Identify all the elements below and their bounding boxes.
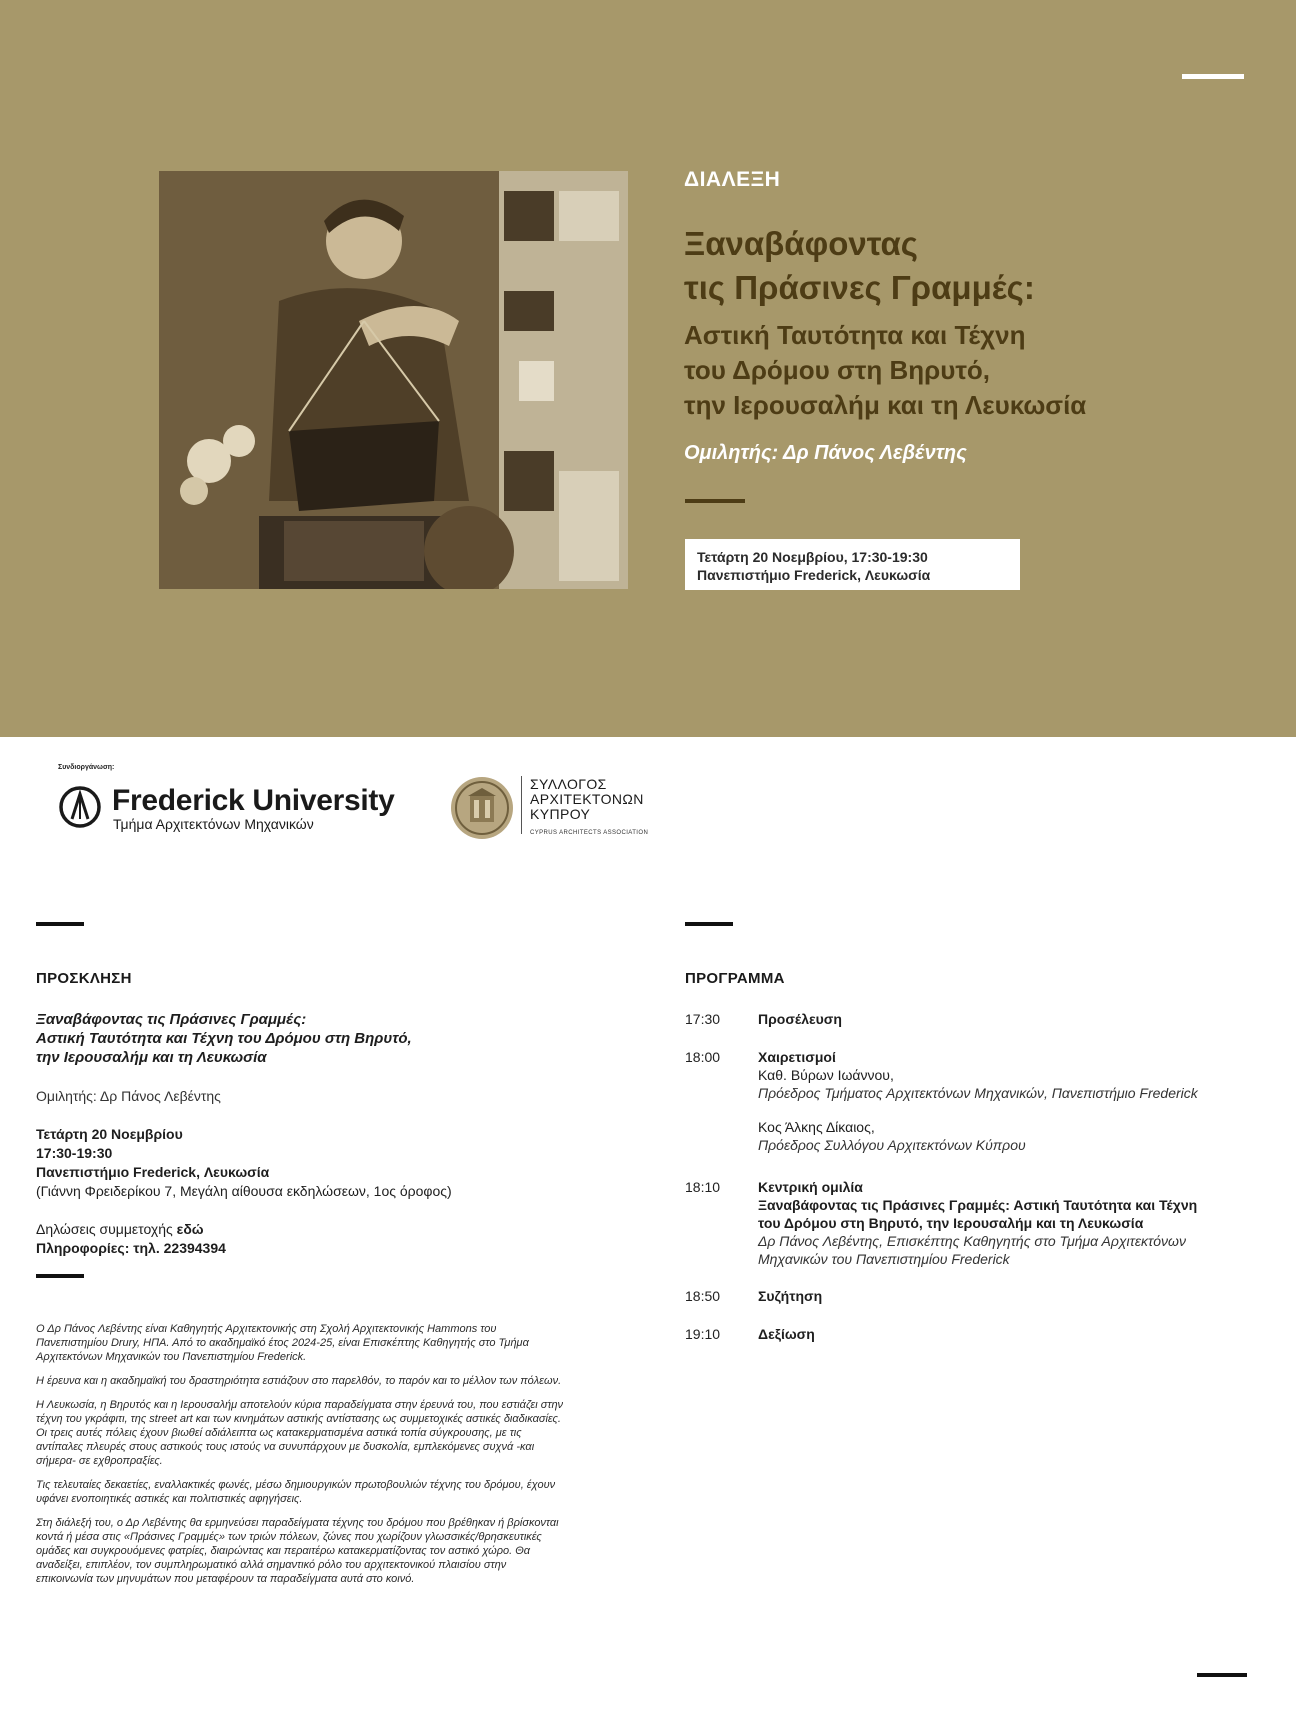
talk-title-line: Ξαναβάφοντας τις Πράσινες Γραμμές: Αστική Ταυτότητα και Τέχνη: [758, 1197, 1198, 1213]
greeter-name: Κος Άλκης Δίκαιος,: [758, 1119, 875, 1135]
program-time: 18:50: [685, 1288, 721, 1304]
program-rule: [685, 922, 733, 926]
contact-phone: Πληροφορίες: τηλ. 22394394: [36, 1240, 226, 1256]
talk-speaker-line: Μηχανικών του Πανεπιστημίου Frederick: [758, 1251, 1010, 1267]
program-time: 17:30: [685, 1011, 721, 1027]
invitation-address: (Γιάννη Φρειδερίκου 7, Μεγάλη αίθουσα εκδηλώσεων, 1ος όροφος): [36, 1183, 452, 1199]
co-organizers-label: Συνδιοργάνωση:: [58, 764, 115, 771]
registration-link[interactable]: εδώ: [176, 1221, 204, 1237]
speaker-bio: [36, 1322, 566, 1596]
hero-divider: [685, 499, 745, 503]
bio-paragraph: Ο Δρ Πάνος Λεβέντης είναι Καθηγητής Αρχιτεκτονικής στη Σχολή Αρχιτεκτονικής Hammons του Πανεπιστημίου Drury, ΗΠΑ. Από το ακαδημαϊκό έτος 2024-25, είναι Επισκέπτης Καθηγητής στο Τμήμα Αρχιτεκτόνων Μηχανικών του Πανεπιστημίου Frederick.: [36, 1323, 529, 1363]
program-title: Συζήτηση: [758, 1288, 823, 1304]
program-heading: ΠΡΟΓΡΑΜΜΑ: [685, 970, 785, 987]
invitation-title: Ξαναβάφοντας τις Πράσινες Γραμμές: Αστική Ταυτότητα και Τέχνη του Δρόμου στη Βηρυτό, την Ιερουσαλήμ και τη Λευκωσία: [36, 1011, 412, 1066]
bio-paragraph: Η έρευνα και η ακαδημαϊκή του δραστηριότητα εστιάζουν στο παρελθόν, το παρόν και το μέλλον των πόλεων.: [36, 1375, 562, 1387]
event-subtitle: Αστική Ταυτότητα και Τέχνη του Δρόμου στη Βηρυτό, την Ιερουσαλήμ και τη Λευκωσία: [684, 320, 1087, 420]
registration-label: Δηλώσεις συμμετοχής: [36, 1221, 173, 1237]
bio-paragraph: Η Λευκωσία, η Βηρυτός και η Ιερουσαλήμ αποτελούν κύρια παραδείγματα στην έρευνά του, που εστιάζει στην τέχνη του γκράφιτι, της street art και των κινημάτων αστικής αντίστασης ως συμμετοχικές αστικές διαδικασίες. Οι τρεις αυτές πόλεις έχουν βιωθεί αδιάλειπτα ως κατακερματισμένα αστικά τοπία σύγκρουσης, με τις αντίπαλες πλευρές στους αστικούς τους ιστούς να συνυπάρχουν με δυσκολία, εμπλεκόμενες συχνά -και σήμερα- σε εχθροπραξίες.: [36, 1399, 564, 1467]
event-speaker: Ομιλητής: Δρ Πάνος Λεβέντης: [684, 442, 967, 464]
mural-illustration: [159, 171, 628, 589]
program-title: Προσέλευση: [758, 1011, 842, 1027]
greeter-role: Πρόεδρος Συλλόγου Αρχιτεκτόνων Κύπρου: [758, 1137, 1026, 1153]
registration-info: [36, 1220, 226, 1258]
invitation-details: [36, 1125, 596, 1201]
program-time: 18:00: [685, 1049, 721, 1065]
bio-paragraph: Τις τελευταίες δεκαετίες, εναλλακτικές φωνές, μέσω δημιουργικών πρωτοβουλιών τέχνης του δρόμου, έχουν υφάνει ενοποιητικές αστικές και πολιτιστικές αφηγήσεις.: [36, 1479, 556, 1505]
greeter-name: Καθ. Βύρων Ιωάννου,: [758, 1067, 894, 1083]
program-time: 19:10: [685, 1326, 721, 1342]
program-time: 18:10: [685, 1179, 721, 1195]
logo-divider: [521, 776, 522, 834]
bio-rule: [36, 1274, 84, 1278]
hero-banner: [0, 0, 1296, 737]
bio-paragraph: Στη διάλεξή του, ο Δρ Λεβέντης θα ερμηνεύσει παραδείγματα τέχνης του δρόμου που βρέθηκαν ή βρίσκονται κοντά ή μέσα στις «Πράσινες Γραμμές» των τριών πόλεων, ζώνες που χωρίζουν γλωσσικές/θρησκευτικές ομάδες και συγκρουόμενες φατρίες, διαιρώντας και περαιτέρω κατακερματίζοντας τον αστικό χώρο. Θα αναδείξει, επιπλέον, τον συμπληρωματικό αλλά σημαντικό ρόλο του αρχιτεκτονικού πλαισίου στην επικοινωνία των μηνυμάτων που μεταφέρουν τα παραδείγματα αυτά στο κοινό.: [36, 1517, 559, 1585]
invitation-speaker: Ομιλητής: Δρ Πάνος Λεβέντης: [36, 1088, 221, 1104]
event-datetime: Τετάρτη 20 Νοεμβρίου, 17:30-19:30: [697, 549, 928, 565]
invitation-time: 17:30-19:30: [36, 1145, 113, 1161]
event-type-label: ΔΙΑΛΕΞΗ: [684, 168, 781, 191]
greeter-role: Πρόεδρος Τμήματος Αρχιτεκτόνων Μηχανικών, Πανεπιστήμιο Frederick: [758, 1085, 1198, 1101]
footer-rule: [1197, 1673, 1247, 1677]
invitation-rule: [36, 922, 84, 926]
program-title: Κεντρική ομιλία: [758, 1179, 863, 1195]
invitation-heading: ΠΡΟΣΚΛΗΣΗ: [36, 970, 132, 987]
architects-association-seal-icon: [450, 776, 514, 840]
program-title: Χαιρετισμοί: [758, 1049, 836, 1065]
architects-association-english: CYPRUS ARCHITECTS ASSOCIATION: [530, 830, 649, 836]
frederick-department: Τμήμα Αρχιτεκτόνων Μηχανικών: [113, 816, 314, 832]
event-title: Ξαναβάφοντας τις Πράσινες Γραμμές:: [684, 225, 1035, 306]
talk-title-line: του Δρόμου στη Βηρυτό, την Ιερουσαλήμ και τη Λευκωσία: [758, 1215, 1144, 1231]
invitation-date: Τετάρτη 20 Νοεμβρίου: [36, 1126, 183, 1142]
event-info-box: [685, 539, 1020, 590]
frederick-university-name: Frederick University: [112, 784, 395, 817]
event-venue: Πανεπιστήμιο Frederick, Λευκωσία: [697, 567, 931, 583]
invitation-venue: Πανεπιστήμιο Frederick, Λευκωσία: [36, 1164, 270, 1180]
program-title: Δεξίωση: [758, 1326, 815, 1342]
frederick-university-logo-icon: [58, 785, 102, 829]
architects-association-name: ΣΥΛΛΟΓΟΣ ΑΡΧΙΤΕΚΤΟΝΩΝ ΚΥΠΡΟΥ: [530, 776, 644, 822]
mural-photo: [159, 171, 628, 589]
hero-accent-rule: [1182, 74, 1244, 79]
talk-speaker-line: Δρ Πάνος Λεβέντης, Επισκέπτης Καθηγητής στο Τμήμα Αρχιτεκτόνων: [758, 1233, 1186, 1249]
